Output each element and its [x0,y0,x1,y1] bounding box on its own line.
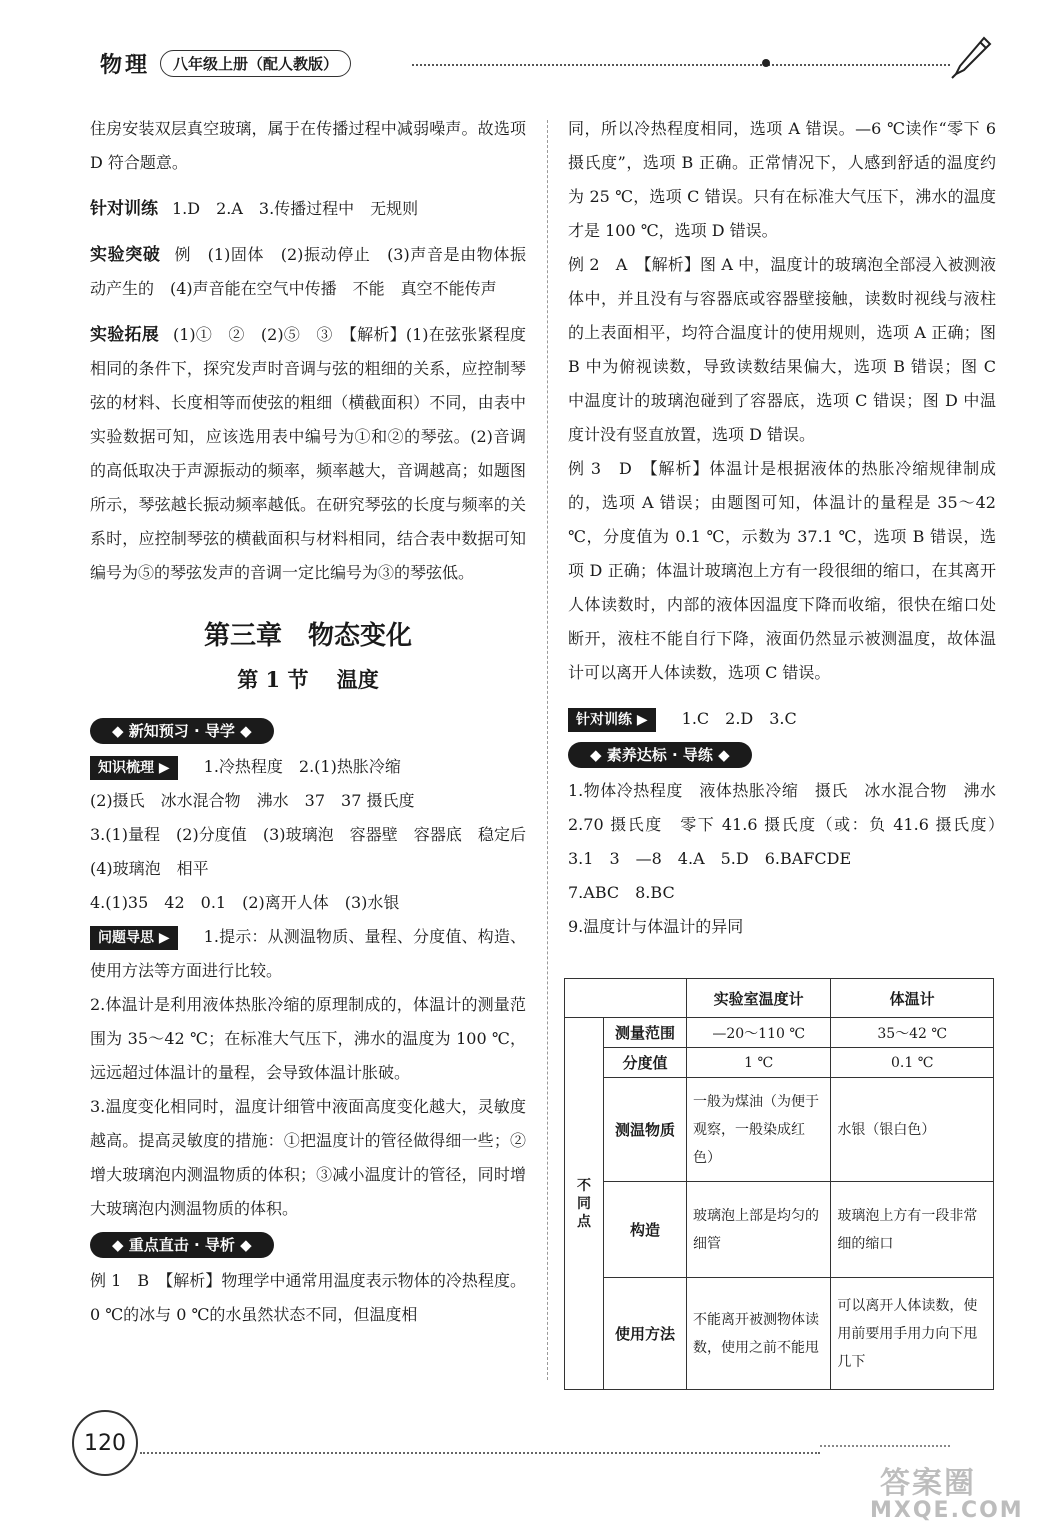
row-header: 分度值 [604,1048,687,1078]
subject-title: 物理 [100,52,151,78]
left-column [90,112,543,1332]
comparison-table [564,978,994,1390]
group-label: 不 同 点 [565,1018,604,1390]
table-col-lab-thermometer: 实验室温度计 [687,979,831,1018]
pen-icon [950,36,992,80]
knowledge-line-2: (2)摄氏 冰水混合物 沸水 37 37 摄氏度 [90,791,415,810]
literacy-answers: 1.物体冷热程度 液体热胀冷缩 摄氏 冰水混合物 沸水 2.70 摄氏度 零下 41.6 摄氏度（或：负 41.6 摄氏度） 3.1 3 —8 4.A 5.D 6.BAFCDE [568,781,1013,868]
right-column [568,112,1013,944]
row-header: 测量范围 [604,1018,687,1048]
table-cell: 玻璃泡上方有一段非常细的缩口 [831,1182,994,1278]
table-row [565,1018,994,1048]
question-line-2: 2.体温计是利用液体热胀冷缩的原理制成的，体温计的测量范围为 35～42 ℃；在标准大气压下，沸水的温度为 100 ℃，远远超过体温计的量程，会导致体温计胀破。 [90,995,526,1082]
section-title: 第 1 节 温度 [237,667,379,692]
training-tag: 针对训练 ▶ [568,708,656,732]
literacy-banner: ◆ 素养达标 · 导练 ◆ [568,742,752,768]
training-line [568,702,996,736]
page-number: 120 [72,1410,138,1476]
table-row [565,1278,994,1390]
table-corner [565,979,687,1018]
watermark-logo: 答案圈 [880,1466,976,1501]
question-text: 1.提示：从测温物质、量程、分度值、构造、使用方法等方面进行比较。 [90,927,526,980]
question-line-1 [90,920,526,988]
table-cell: 可以离开人体读数，使用前要用手用力向下甩几下 [831,1278,994,1390]
training-text: 1.C 2.D 3.C [681,709,797,728]
example-1: 例 1 B 【解析】物理学中通常用温度表示物体的冷热程度。0 ℃的冰与 0 ℃的水虽然状态不同，但温度相 [90,1271,526,1324]
table-row [565,1078,994,1182]
example-3: 例 3 D 【解析】体温计是根据液体的热胀冷缩规律制成的，选项 A 错误；由题图可知，体温计的量程是 35～42 ℃，分度值为 0.1 ℃，示数为 37.1 ℃，选项 B 错误，选项 D 正确；体温计玻璃泡上方有一段很细的缩口，在其离开人体读数时，内部的液体因温度下降而收缩，很快在缩口处断开，液柱不能自行下降，液面仍然显示被测温度，故体温计可以离开人体读数，选项 C 错误。 [568,459,996,682]
knowledge-tag: 知识梳理 ▶ [90,756,178,780]
header-dot [762,59,770,67]
grade-badge: 八年级上册（配人教版） [160,50,351,77]
extension-answers [90,318,526,590]
knowledge-line-3: 3.(1)量程 (2)分度值 (3)玻璃泡 容器壁 容器底 稳定后 (4)玻璃泡 相平 [90,825,543,878]
key-points-banner: ◆ 重点直击 · 导析 ◆ [90,1232,274,1258]
table-col-clinical-thermometer: 体温计 [831,979,994,1018]
row-header: 构造 [604,1182,687,1278]
table-header-row [565,979,994,1018]
knowledge-text: 1.冷热程度 2.(1)热胀冷缩 [203,757,401,776]
table-cell: 0.1 ℃ [831,1048,994,1078]
watermark-url: MXQE.COM [870,1498,1024,1523]
table-cell: 玻璃泡上部是均匀的细管 [687,1182,831,1278]
experiment-answers [90,238,526,306]
training-heading: 针对训练 [90,199,158,219]
footer-dotted-rule-2 [820,1445,950,1447]
experiment-body: 例 (1)固体 (2)振动停止 (3)声音是由物体振动产生的 (4)声音能在空气中传播 不能 真空不能传声 [90,245,526,298]
training-answers [90,192,526,226]
table-cell: 35～42 ℃ [831,1018,994,1048]
question-line-3: 3.温度变化相同时，温度计细管中液面高度变化越大，灵敏度越高。提高灵敏度的措施：①把温度计的管径做得细一些；②增大玻璃泡内测温物质的体积；③减小温度计的管径，同时增大玻璃泡内测温物质的体积。 [90,1097,526,1218]
literacy-answers-3: 9.温度计与体温计的异同 [568,917,744,936]
paragraph: 住房安装双层真空玻璃，属于在传播过程中减弱噪声。故选项 D 符合题意。 [90,119,526,172]
preview-banner: ◆ 新知预习 · 导学 ◆ [90,718,274,744]
extension-body: (1)① ② (2)⑤ ③ 【解析】(1)在弦张紧程度相同的条件下，探究发声时音调与弦的粗细的关系，应控制琴弦的材料、长度相等而使弦的粗细（横截面积）不同，由表中实验数据可知，应该选用表中编号为①和②的琴弦。(2)音调的高低取决于声源振动的频率，频率越大，音调越高；如题图所示，琴弦越长振动频率越低。在研究琴弦的长度与频率的关系时，应控制琴弦的横截面积与材料相同，结合表中数据可知编号为⑤的琴弦发声的音调一定比编号为③的琴弦低。 [90,325,526,582]
header-dotted-rule [412,64,950,66]
question-tag: 问题导思 ▶ [90,926,178,950]
table-row [565,1182,994,1278]
extension-heading: 实验拓展 [90,325,159,345]
table-cell: 1 ℃ [687,1048,831,1078]
column-divider [547,120,548,1380]
table-cell: 一般为煤油（为便于观察，一般染成红色） [687,1078,831,1182]
table-row [565,1048,994,1078]
footer-dotted-rule [140,1452,820,1454]
knowledge-line-1 [90,750,526,784]
example-1-cont: 同，所以冷热程度相同，选项 A 错误。—6 ℃读作“零下 6 摄氏度”，选项 B 正确。正常情况下，人感到舒适的温度约为 25 ℃，选项 C 错误。只有在标准大气压下，沸水的温度才是 100 ℃，选项 D 错误。 [568,119,996,240]
chapter-title: 第三章 物态变化 [203,621,412,651]
literacy-answers-2: 7.ABC 8.BC [568,883,675,902]
example-2: 例 2 A 【解析】图 A 中，温度计的玻璃泡全部浸入被测液体中，并且没有与容器底或容器壁接触，读数时视线与液柱的上表面相平，均符合温度计的使用规则，选项 A 正确；图 B 中为俯视读数，导致读数结果偏大，选项 B 错误；图 C 中温度计的玻璃泡碰到了容器底，选项 C 错误；图 D 中温度计没有竖直放置，选项 D 错误。 [568,255,996,444]
training-body: 1.D 2.A 3.传播过程中 无规则 [172,199,419,218]
row-header: 测温物质 [604,1078,687,1182]
table-cell: —20～110 ℃ [687,1018,831,1048]
knowledge-line-4: 4.(1)35 42 0.1 (2)离开人体 (3)水银 [90,893,400,912]
row-header: 使用方法 [604,1278,687,1390]
experiment-heading: 实验突破 [90,245,161,265]
table-cell: 水银（银白色） [831,1078,994,1182]
table-cell: 不能离开被测物体读数，使用之前不能甩 [687,1278,831,1390]
page-header [100,46,351,80]
